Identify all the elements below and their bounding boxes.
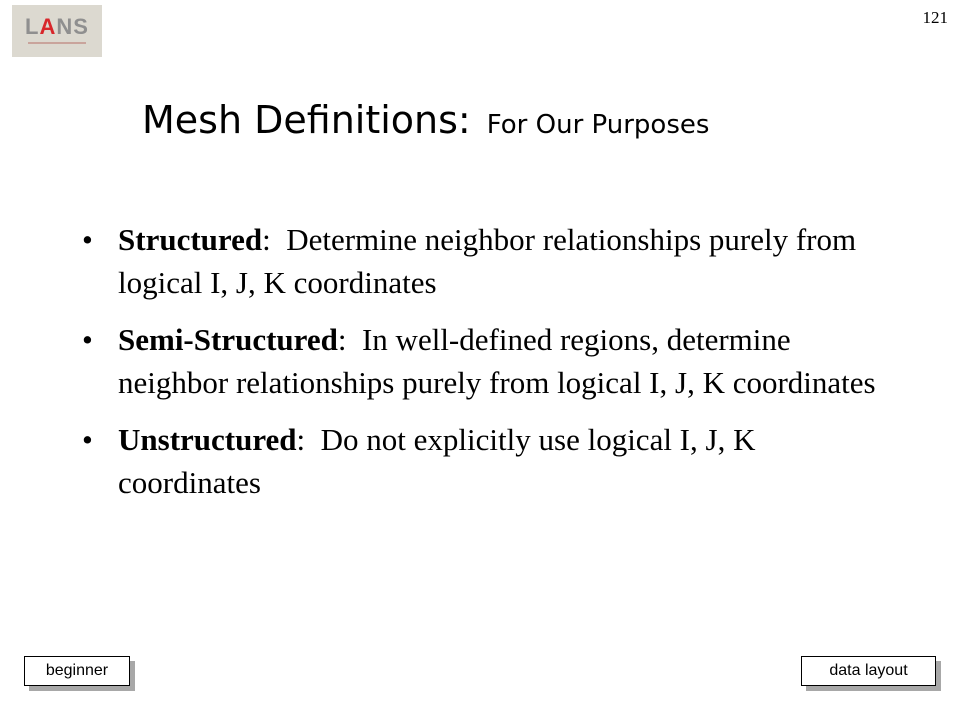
bullet-text: In well-defined regions, determine neighbor relationships purely from logical I, J, K coordinates	[118, 322, 876, 400]
topic-tag: data layout	[801, 656, 936, 686]
logo-text: LANS	[25, 14, 89, 39]
bullet-separator: :	[262, 222, 271, 257]
bullet-list	[80, 218, 880, 518]
logo-underline	[28, 42, 86, 44]
level-tag: beginner	[24, 656, 130, 686]
bullet-dot: •	[82, 422, 93, 457]
title-subtitle: For Our Purposes	[486, 110, 710, 140]
bullet-term: Semi-Structured	[118, 322, 338, 357]
bullet-separator: :	[296, 422, 306, 457]
title-main: Mesh Definitions:	[142, 98, 471, 142]
bullet-term: Structured	[118, 222, 263, 257]
bullet-separator: :	[337, 322, 347, 357]
page-number: 121	[922, 8, 948, 27]
bullet-text: Do not explicitly use logical I, J, K coordinates	[118, 422, 764, 500]
bullet-term: Unstructured	[118, 422, 297, 457]
bullet-dot: •	[82, 222, 93, 257]
bullet-item-semi-structured	[80, 318, 880, 404]
bullet-item-structured	[80, 218, 880, 304]
bullet-item-unstructured	[80, 418, 880, 504]
bullet-dot: •	[82, 322, 93, 357]
slide-title	[142, 98, 709, 142]
lans-logo	[12, 5, 102, 57]
bullet-text: Determine neighbor relationships purely from logical I, J, K coordinates	[118, 222, 864, 300]
